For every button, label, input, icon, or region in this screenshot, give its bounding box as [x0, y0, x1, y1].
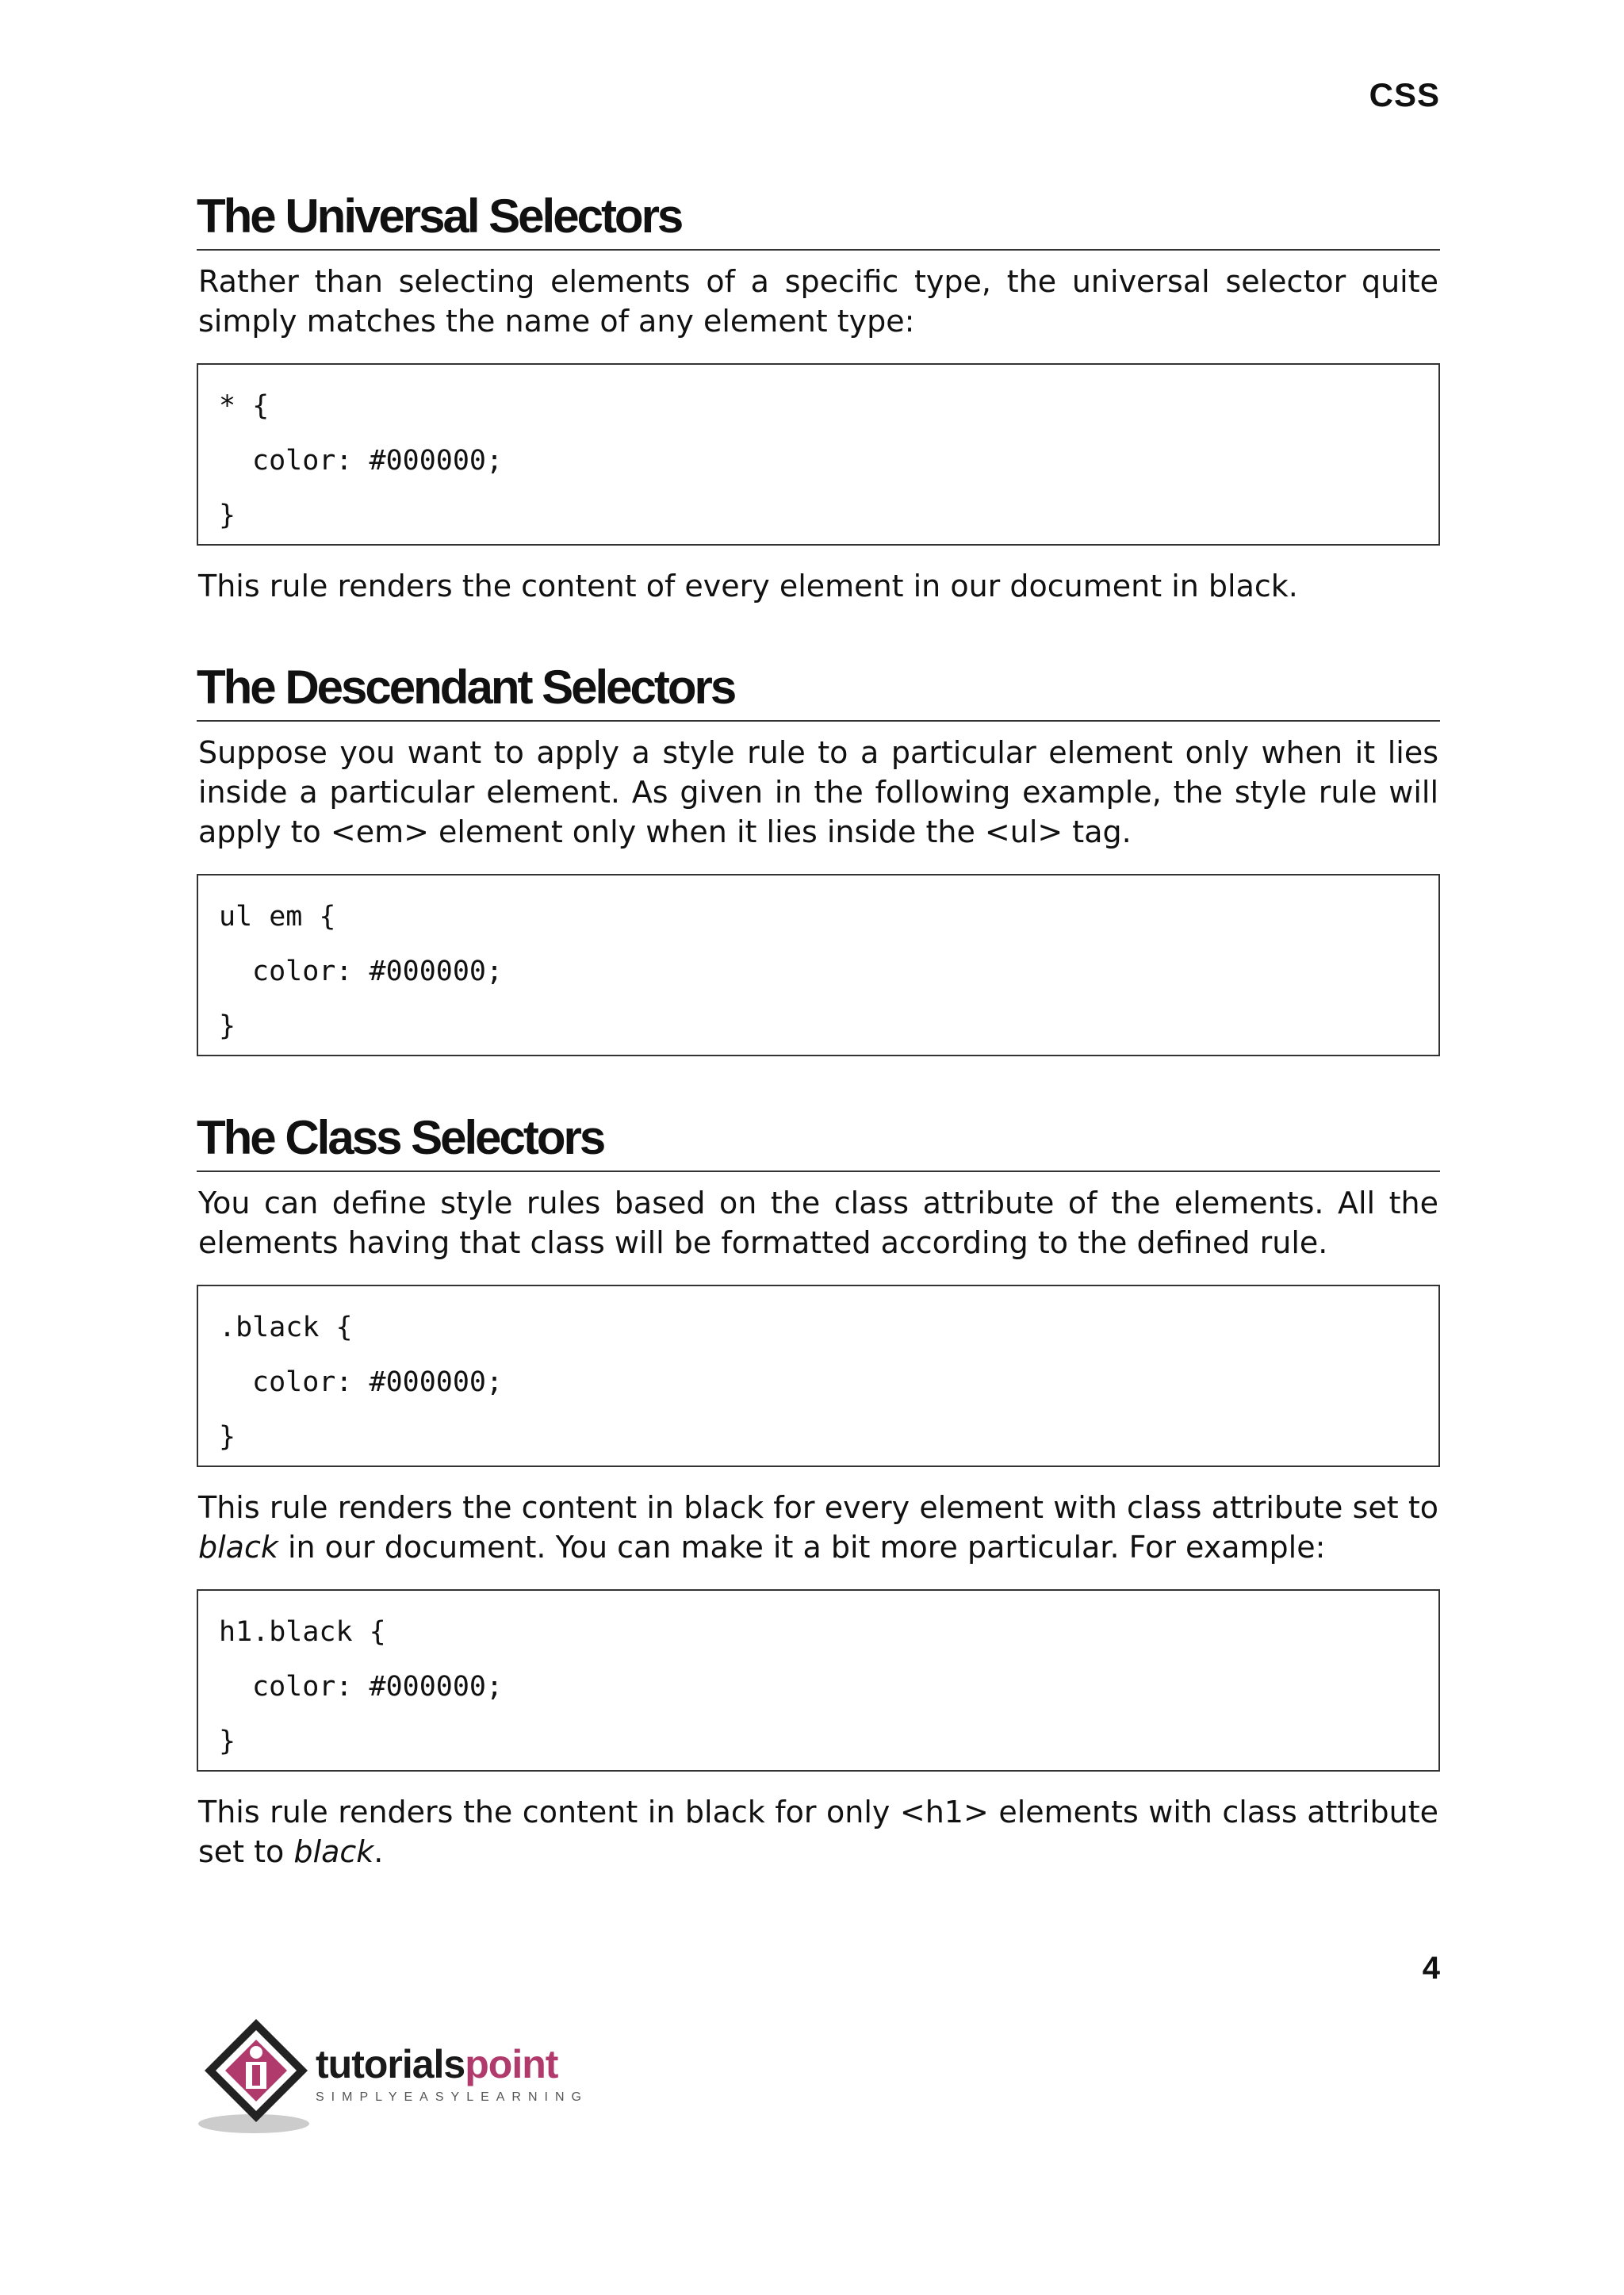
code-line: color: #000000; — [252, 445, 504, 477]
section-paragraph: You can define style rules based on the class attribute of the elements. All the elements having that class will be formatted according to the defined rule. — [198, 1186, 1438, 1260]
section-universal-selectors — [197, 190, 1440, 606]
page-number: 4 — [1422, 1951, 1440, 1986]
section-paragraph: Suppose you want to apply a style rule to a particular element only when it lies inside a particular element. As given in the following example, the style rule will apply to <em> element only when it lies inside the <ul> tag. — [198, 735, 1438, 849]
italic-term: black — [293, 1834, 374, 1869]
section-descendant-selectors — [197, 661, 1440, 1056]
code-block — [197, 1285, 1440, 1467]
code-line: .black { — [219, 1312, 353, 1343]
code-line: color: #000000; — [252, 956, 504, 987]
code-line: } — [219, 1421, 236, 1453]
text-run: in our document. You can make it a bit more particular. For example: — [278, 1530, 1326, 1565]
code-explanation: This rule renders the content of every element in our document in black. — [198, 569, 1298, 603]
code-line: } — [219, 1010, 236, 1042]
code-block — [197, 1589, 1440, 1772]
text-run: This rule renders the content in black for every element with class attribute set to — [198, 1490, 1438, 1525]
logo-wordmark — [316, 2041, 557, 2087]
code-line: color: #000000; — [252, 1671, 504, 1703]
text-run: . — [373, 1834, 384, 1869]
section-title: The Universal Selectors — [197, 190, 1440, 251]
code-block — [197, 874, 1440, 1056]
logo-word-tutorials: tutorials — [316, 2042, 465, 2086]
text-run: This rule renders the content in black for only <h1> elements with class attribute set to — [198, 1795, 1438, 1869]
section-paragraph: Rather than selecting elements of a specific type, the universal selector quite simply matches the name of any element type: — [198, 264, 1438, 339]
italic-term: black — [198, 1530, 278, 1565]
section-title: The Class Selectors — [197, 1112, 1440, 1172]
page-content — [197, 190, 1440, 1872]
running-header: CSS — [1369, 76, 1440, 113]
code-block — [197, 363, 1440, 546]
code-explanation — [198, 1792, 1438, 1872]
tutorialspoint-logo — [197, 2013, 609, 2140]
code-line: h1.black { — [219, 1616, 386, 1648]
logo-emblem-icon — [197, 2013, 316, 2140]
logo-word-point: point — [465, 2042, 558, 2086]
code-explanation — [198, 1488, 1438, 1567]
section-title: The Descendant Selectors — [197, 661, 1440, 722]
logo-tagline: SIMPLYEASYLEARNING — [316, 2090, 588, 2104]
section-class-selectors — [197, 1112, 1440, 1872]
code-line: } — [219, 500, 236, 531]
code-line: ul em { — [219, 901, 336, 933]
code-line: * { — [219, 390, 270, 422]
code-line: color: #000000; — [252, 1366, 504, 1398]
code-line: } — [219, 1726, 236, 1757]
